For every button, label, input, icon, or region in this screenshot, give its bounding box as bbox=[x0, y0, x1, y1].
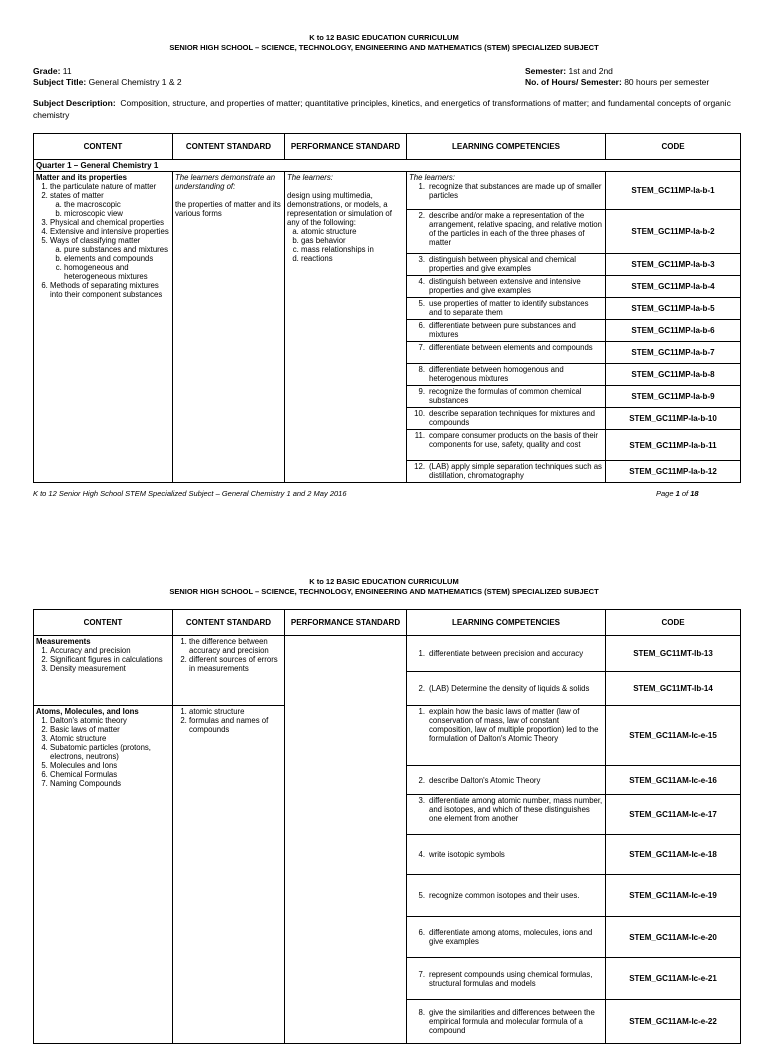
list-item: 2. Significant figures in calculations bbox=[50, 655, 170, 664]
header-title: K to 12 BASIC EDUCATION CURRICULUM bbox=[309, 33, 459, 42]
list-item: 5. Molecules and Ions bbox=[50, 761, 170, 770]
subject-value: General Chemistry 1 & 2 bbox=[88, 77, 182, 87]
list-item: 1. Dalton's atomic theory bbox=[50, 716, 170, 725]
competency-cell: 4. write isotopic symbols bbox=[407, 835, 606, 875]
list-item: c. homogeneous and heterogeneous mixtures bbox=[64, 263, 170, 281]
list-item: 6. Methods of separating mixtures into their component substances bbox=[50, 281, 170, 299]
hours-line bbox=[525, 77, 709, 88]
content-list bbox=[36, 182, 170, 299]
competency-cell: 7. represent compounds using chemical formulas, structural formulas and models bbox=[407, 958, 606, 1000]
competency-item: 1. recognize that substances are made up of smaller particles bbox=[418, 182, 602, 200]
competency-cell: 2. (LAB) Determine the density of liquids & solids bbox=[407, 672, 606, 706]
footer-note: K to 12 Senior High School STEM Specialized Subject – General Chemistry 1 and 2 May 2016 bbox=[33, 489, 347, 498]
col-content-standard: CONTENT STANDARD bbox=[173, 134, 285, 160]
competency-cell: 9. recognize the formulas of common chemical substances bbox=[407, 386, 606, 408]
col-content-standard: CONTENT STANDARD bbox=[173, 610, 285, 636]
code-cell: STEM_GC11AM-Ic-e-18 bbox=[606, 835, 741, 875]
ps-list bbox=[287, 227, 404, 263]
cs-text: the properties of matter and its various forms bbox=[175, 200, 281, 218]
table-row bbox=[34, 636, 741, 672]
list-item: 6. Chemical Formulas bbox=[50, 770, 170, 779]
code-cell: STEM_GC11MP-Ia-b-1 bbox=[606, 172, 741, 210]
code-cell: STEM_GC11MT-Ib-13 bbox=[606, 636, 741, 672]
code-cell: STEM_GC11AM-Ic-e-15 bbox=[606, 706, 741, 766]
competency-cell: 6. differentiate among atoms, molecules, ions and give examples bbox=[407, 917, 606, 958]
header-subtitle: SENIOR HIGH SCHOOL – SCIENCE, TECHNOLOGY, ENGINEERING AND MATHEMATICS (STEM) SPECIALIZED SUBJECT bbox=[169, 43, 599, 52]
page-2 bbox=[0, 568, 768, 1035]
performance-standard-cell bbox=[285, 636, 407, 1044]
content-title: Matter and its properties bbox=[36, 173, 127, 182]
code-cell: STEM_GC11MP-Ia-b-5 bbox=[606, 298, 741, 320]
competency-cell: 3. differentiate among atomic number, mass number, and isotopes, and which of these distinguishes one element from another bbox=[407, 795, 606, 835]
grade-label: Grade: bbox=[33, 66, 61, 76]
content-list bbox=[36, 646, 170, 673]
competency-cell: 6. differentiate between pure substances and mixtures bbox=[407, 320, 606, 342]
content-cell bbox=[34, 706, 173, 1044]
content-list bbox=[36, 716, 170, 788]
hours-label: No. of Hours/ Semester: bbox=[525, 77, 622, 87]
semester-line bbox=[525, 66, 613, 77]
col-learning-competencies: LEARNING COMPETENCIES bbox=[407, 610, 606, 636]
semester-label: Semester: bbox=[525, 66, 567, 76]
curriculum-table-1 bbox=[33, 133, 741, 483]
header-subtitle: SENIOR HIGH SCHOOL – SCIENCE, TECHNOLOGY, ENGINEERING AND MATHEMATICS (STEM) SPECIALIZED SUBJECT bbox=[169, 587, 599, 596]
competency-cell: 2. describe Dalton's Atomic Theory bbox=[407, 766, 606, 795]
competency-cell: 5. use properties of matter to identify substances and to separate them bbox=[407, 298, 606, 320]
list-item: a. the macroscopic bbox=[64, 200, 170, 209]
subject-line bbox=[33, 77, 182, 88]
code-cell: STEM_GC11AM-Ic-e-20 bbox=[606, 917, 741, 958]
code-cell: STEM_GC11AM-Ic-e-22 bbox=[606, 1000, 741, 1044]
list-item: 7. Naming Compounds bbox=[50, 779, 170, 788]
cs-intro: The learners demonstrate an understanding of: bbox=[175, 173, 276, 191]
list-item: 3. Density measurement bbox=[50, 664, 170, 673]
list-item: b. elements and compounds bbox=[64, 254, 170, 263]
performance-standard-cell bbox=[285, 172, 407, 483]
col-performance-standard: PERFORMANCE STANDARD bbox=[285, 610, 407, 636]
list-item: 2. formulas and names of compounds bbox=[189, 716, 282, 734]
list-item: 2. different sources of errors in measurements bbox=[189, 655, 282, 673]
code-cell: STEM_GC11MP-Ia-b-4 bbox=[606, 276, 741, 298]
quarter-label: Quarter 1 – General Chemistry 1 bbox=[34, 160, 741, 172]
semester-value: 1st and 2nd bbox=[568, 66, 613, 76]
col-code: CODE bbox=[606, 134, 741, 160]
competency-cell: 7. differentiate between elements and compounds bbox=[407, 342, 606, 364]
content-standard-cell bbox=[173, 172, 285, 483]
list-item: 2. Basic laws of matter bbox=[50, 725, 170, 734]
col-content: CONTENT bbox=[34, 610, 173, 636]
content-cell bbox=[34, 172, 173, 483]
competency-cell bbox=[407, 172, 606, 210]
col-content: CONTENT bbox=[34, 134, 173, 160]
grade-line bbox=[33, 66, 72, 77]
cs-list bbox=[175, 707, 282, 734]
ps-text: design using multimedia, demonstrations, or models, a representation or simulation of any of the following: bbox=[287, 191, 392, 227]
list-item: 1. atomic structure bbox=[189, 707, 282, 716]
competency-cell: 10. describe separation techniques for mixtures and compounds bbox=[407, 408, 606, 430]
list-item: c. mass relationships in bbox=[301, 245, 404, 254]
competency-cell: 4. distinguish between extensive and intensive properties and give examples bbox=[407, 276, 606, 298]
code-cell: STEM_GC11AM-Ic-e-17 bbox=[606, 795, 741, 835]
content-standard-cell bbox=[173, 706, 285, 1044]
code-cell: STEM_GC11MT-Ib-14 bbox=[606, 672, 741, 706]
quarter-row bbox=[34, 160, 741, 172]
page-number: Page 1 of 18 bbox=[656, 489, 699, 498]
competency-cell: 8. give the similarities and differences between the empirical formula and molecular formula of a compound bbox=[407, 1000, 606, 1044]
description-label: Subject Description: bbox=[33, 98, 116, 108]
list-item: 1. the particulate nature of matter bbox=[50, 182, 170, 191]
subject-description bbox=[33, 97, 738, 121]
content-cell bbox=[34, 636, 173, 706]
table-header-row bbox=[34, 610, 741, 636]
table-row bbox=[34, 172, 741, 210]
code-cell: STEM_GC11MP-Ia-b-7 bbox=[606, 342, 741, 364]
code-cell: STEM_GC11AM-Ic-e-21 bbox=[606, 958, 741, 1000]
list-item: 3. Atomic structure bbox=[50, 734, 170, 743]
competency-cell: 2. describe and/or make a representation of the arrangement, relative spacing, and relative motion of the particles in each of the three phases of matter bbox=[407, 210, 606, 254]
header-title: K to 12 BASIC EDUCATION CURRICULUM bbox=[309, 577, 459, 586]
curriculum-table-2 bbox=[33, 609, 741, 1044]
list-item: a. pure substances and mixtures bbox=[64, 245, 170, 254]
ps-intro: The learners: bbox=[287, 173, 333, 182]
list-item: d. reactions bbox=[301, 254, 404, 263]
code-cell: STEM_GC11MP-Ia-b-12 bbox=[606, 461, 741, 483]
hours-value: 80 hours per semester bbox=[624, 77, 710, 87]
col-learning-competencies: LEARNING COMPETENCIES bbox=[407, 134, 606, 160]
code-cell: STEM_GC11MP-Ia-b-10 bbox=[606, 408, 741, 430]
page-1 bbox=[0, 0, 768, 512]
list-item: 4. Subatomic particles (protons, electrons, neutrons) bbox=[50, 743, 170, 761]
list-item: 1. the difference between accuracy and precision bbox=[189, 637, 282, 655]
list-item: 2. states of matter a. the macroscopic b. microscopic view bbox=[50, 191, 170, 218]
code-cell: STEM_GC11MP-Ia-b-8 bbox=[606, 364, 741, 386]
cs-list bbox=[175, 637, 282, 673]
code-cell: STEM_GC11MP-Ia-b-2 bbox=[606, 210, 741, 254]
code-cell: STEM_GC11AM-Ic-e-19 bbox=[606, 875, 741, 917]
competency-cell: 3. distinguish between physical and chemical properties and give examples bbox=[407, 254, 606, 276]
grade-value: 11 bbox=[62, 66, 72, 76]
content-standard-cell bbox=[173, 636, 285, 706]
col-code: CODE bbox=[606, 610, 741, 636]
lc-intro: The learners: bbox=[409, 173, 455, 182]
list-item: 3. Physical and chemical properties bbox=[50, 218, 170, 227]
table-header-row bbox=[34, 134, 741, 160]
list-item: 4. Extensive and intensive properties bbox=[50, 227, 170, 236]
competency-cell: 5. recognize common isotopes and their uses. bbox=[407, 875, 606, 917]
competency-cell: 8. differentiate between homogenous and heterogenous mixtures bbox=[407, 364, 606, 386]
code-cell: STEM_GC11MP-Ia-b-3 bbox=[606, 254, 741, 276]
list-item: 5. Ways of classifying matter a. pure substances and mixtures b. elements and compounds c. homogeneous and heterogeneous mixtures bbox=[50, 236, 170, 281]
list-item: 1. Accuracy and precision bbox=[50, 646, 170, 655]
content-title: Atoms, Molecules, and Ions bbox=[36, 707, 139, 716]
code-cell: STEM_GC11MP-Ia-b-9 bbox=[606, 386, 741, 408]
competency-cell: 1. differentiate between precision and accuracy bbox=[407, 636, 606, 672]
code-cell: STEM_GC11MP-Ia-b-11 bbox=[606, 430, 741, 461]
col-performance-standard: PERFORMANCE STANDARD bbox=[285, 134, 407, 160]
list-item: b. gas behavior bbox=[301, 236, 404, 245]
list-item: a. atomic structure bbox=[301, 227, 404, 236]
list-item: b. microscopic view bbox=[64, 209, 170, 218]
code-cell: STEM_GC11AM-Ic-e-16 bbox=[606, 766, 741, 795]
competency-cell: 1. explain how the basic laws of matter (law of conservation of mass, law of constant composition, law of multiple proportion) led to the formulation of Dalton's Atomic Theory bbox=[407, 706, 606, 766]
code-cell: STEM_GC11MP-Ia-b-6 bbox=[606, 320, 741, 342]
competency-cell: 11. compare consumer products on the basis of their components for use, safety, quality and cost bbox=[407, 430, 606, 461]
competency-cell: 12. (LAB) apply simple separation techniques such as distillation, chromatography bbox=[407, 461, 606, 483]
page-gap bbox=[0, 512, 768, 568]
content-title: Measurements bbox=[36, 637, 91, 646]
description-text: Composition, structure, and properties of matter; quantitative principles, kinetics, and energetics of transformations of matter; and fundamental concepts of organic chemistry bbox=[33, 98, 731, 120]
subject-label: Subject Title: bbox=[33, 77, 87, 87]
